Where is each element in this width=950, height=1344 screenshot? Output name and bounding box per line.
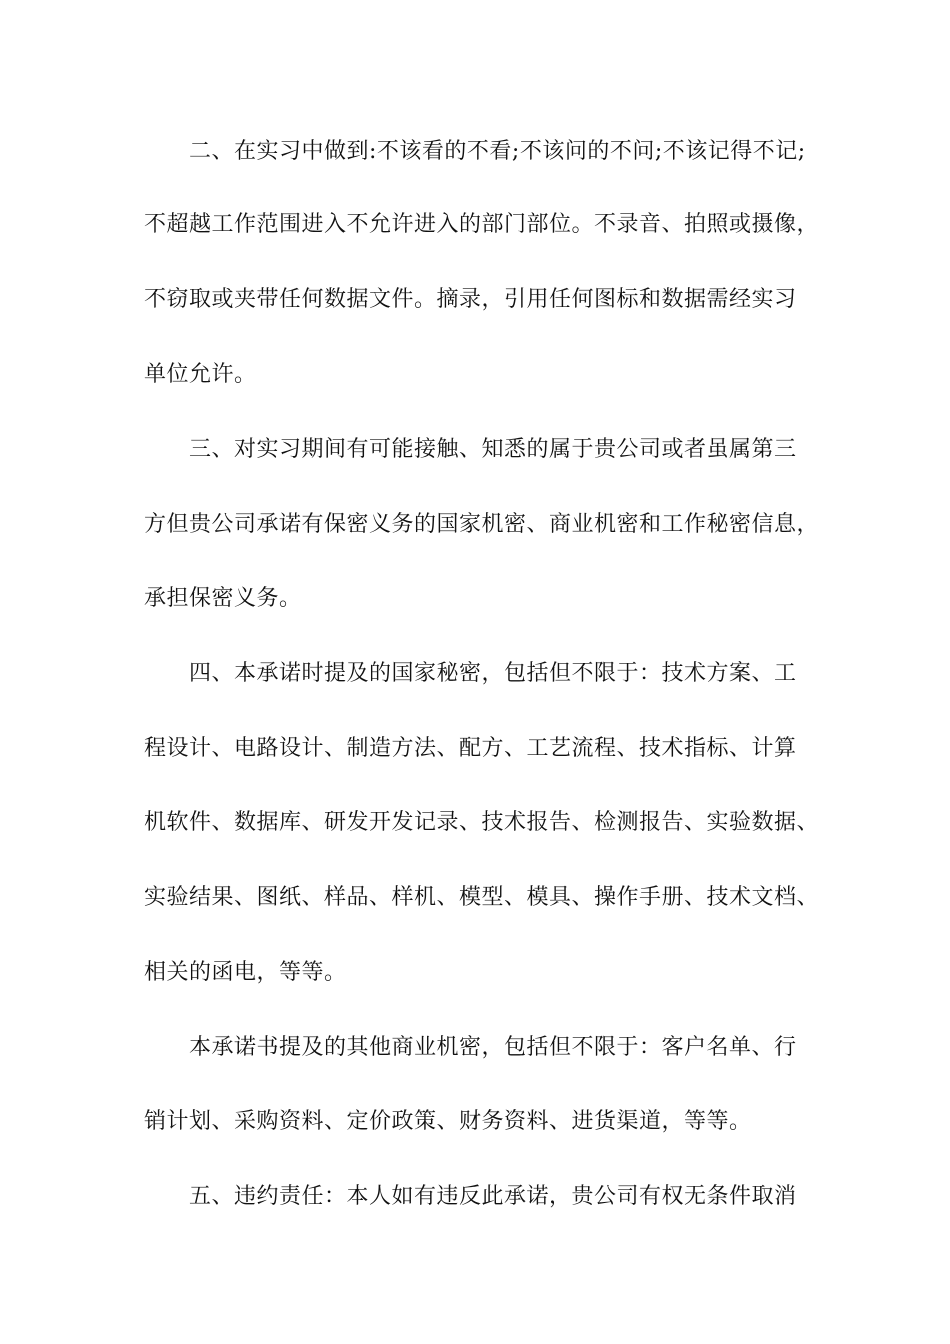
text-line-14: 销计划、采购资料、定价政策、财务资料、进货渠道，等等。 (144, 1109, 752, 1134)
text-line-2: 不超越工作范围进入不允许进入的部门部位。不录音、拍照或摄像， (144, 212, 820, 237)
text-line-3: 不窃取或夹带任何数据文件。摘录，引用任何图标和数据需经实习 (144, 287, 797, 312)
text-line-4: 单位允许。 (144, 362, 257, 387)
text-line-13: 本承诺书提及的其他商业机密，包括但不限于：客户名单、行 (189, 1035, 797, 1060)
text-line-5: 三、对实习期间有可能接触、知悉的属于贵公司或者虽属第三 (189, 437, 797, 462)
text-line-11: 实验结果、图纸、样品、样机、模型、模具、操作手册、技术文档、 (144, 885, 820, 910)
text-line-10: 机软件、数据库、研发开发记录、技术报告、检测报告、实验数据、 (144, 810, 820, 835)
text-line-15: 五、违约责任：本人如有违反此承诺，贵公司有权无条件取消 (189, 1184, 797, 1209)
text-line-9: 程设计、电路设计、制造方法、配方、工艺流程、技术指标、计算 (144, 736, 797, 761)
text-line-6: 方但贵公司承诺有保密义务的国家机密、商业机密和工作秘密信息， (144, 512, 820, 537)
text-line-7: 承担保密义务。 (144, 586, 302, 611)
text-line-8: 四、本承诺时提及的国家秘密，包括但不限于：技术方案、工 (189, 661, 797, 686)
text-line-1: 二、在实习中做到:不该看的不看;不该问的不问;不该记得不记; (189, 139, 806, 164)
text-line-12: 相关的函电，等等。 (144, 960, 347, 985)
